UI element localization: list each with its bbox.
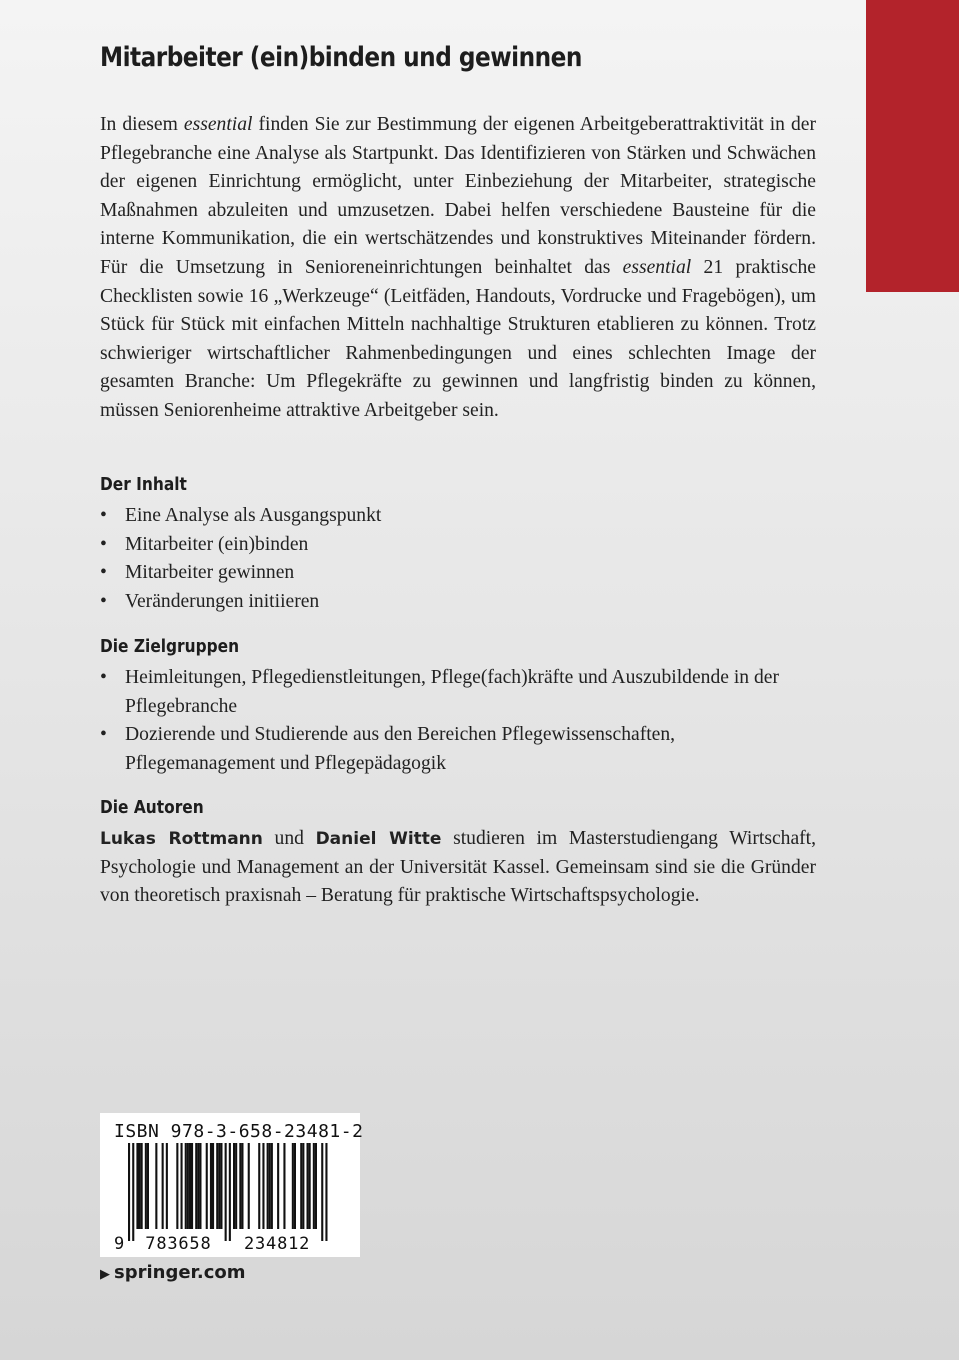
barcode-bar [220,1143,222,1229]
barcode-bar [176,1143,178,1229]
barcode-bar [269,1143,271,1229]
barcode-bar [139,1143,141,1229]
list-item: • Mitarbeiter (ein)binden [100,531,816,560]
barcode-bar [187,1143,189,1229]
barcode-bar [195,1143,197,1229]
intro-paragraph [100,111,816,426]
content-list [100,502,816,616]
barcode-bar [233,1143,235,1229]
barcode-bar [132,1143,134,1241]
intro-emphasis-2: essential [622,256,692,278]
isbn-barcode [100,1113,364,1257]
barcode-bar [300,1143,302,1229]
isbn-number: ISBN 978-3-658-23481-2 [114,1121,364,1142]
barcode-bar [229,1143,231,1241]
barcode-bar [262,1143,264,1229]
barcode-bar [225,1143,227,1241]
barcode-bar [258,1143,260,1229]
bullet-icon: • [100,562,107,584]
bullet-icon: • [100,533,107,555]
barcode-bar [191,1143,193,1229]
barcode-digit-first: 9 [114,1234,126,1254]
publisher-link[interactable] [100,1262,246,1283]
barcode-bar [235,1143,237,1229]
barcode-bar [239,1143,241,1229]
barcode-bar [307,1143,309,1229]
publisher-website: springer.com [114,1262,246,1283]
barcode-bar [313,1143,315,1229]
content-heading: Der Inhalt [100,475,187,495]
barcode-bar [309,1143,311,1229]
audience-heading: Die Zielgruppen [100,637,240,657]
barcode-bar [218,1143,220,1229]
intro-text-3: 21 praktische Checklisten sowie 16 „Werkzeuge“ (Leitfäden, Handouts, Vordrucke und Fragebögen), um Stück für Stück mit einfachen Mitteln nachhaltige Strukturen etablieren zu können. Trotz schwieriger wirtschaftlicher Rahmenbedingungen und eines schlechten Image der gesamten Branche: Um Pflegekräfte zu gewinnen und langfristig binden zu können, müssen Seniorenheime attraktive Arbeitgeber sein. [100,256,816,421]
list-item: • Mitarbeiter gewinnen [100,559,816,588]
intro-text-1: In diesem [100,114,184,135]
barcode-digits-left: 783658 [145,1234,212,1254]
barcode-bar [210,1143,212,1229]
author-name: Lukas Rottmann [100,829,263,849]
barcode-bar [325,1143,327,1241]
barcode-bar [271,1143,273,1229]
barcode-bar [166,1143,168,1229]
barcode-bar [321,1143,323,1241]
bullet-icon: • [100,590,107,612]
barcode-bar [136,1143,138,1229]
barcode-bar [206,1143,208,1229]
barcode-bar [197,1143,199,1229]
barcode-bar [212,1143,214,1229]
barcode-bar [147,1143,149,1229]
barcode-bar [294,1143,296,1229]
barcode-bar [145,1143,147,1229]
list-item: • Veränderungen initiieren [100,588,816,617]
barcode-bar [181,1143,183,1229]
authors-paragraph: Lukas Rottmann und Daniel Witte studieren im Masterstudiengang Wirtschaft, Psychologie und Management an der Universität Kassel. Gemeinsam sind sie die Gründer von theoretisch praxisnah – Beratung für praktische Wirtschaftspsychologie. [100,828,817,907]
barcode-bar [141,1143,143,1229]
book-title: Mitarbeiter (ein)binden und gewinnen [100,42,582,73]
barcode-bar [283,1143,285,1229]
barcode-digits-right: 234812 [243,1234,311,1254]
barcode-bar [189,1143,191,1229]
barcode-bar [277,1143,279,1229]
bullet-icon: • [100,505,107,526]
intro-text-2: finden Sie zur Bestimmung der eigenen Arbeitgeberattraktivität in der Pflegebranche eine Analyse als Startpunkt. Das Identifizieren von Stärken und Schwächen der eigenen Einrichtung ermöglicht, unter Einbeziehung der Mitarbeiter, strategische Maßnahmen abzuleiten und umzusetzen. Dabei helfen verschiedene Bausteine für die interne Kommunikation, die ein wertschätzendes und konstruktives Miteinander fördern. Für die Umsetzung in Senioreneinrichtungen beinhaltet das [100,114,816,278]
barcode-bar [216,1143,218,1229]
red-accent-tab [866,0,959,292]
authors-bio: studieren im Masterstudiengang Wirtschaft, Psychologie und Management an der Universität Kassel. Gemeinsam sind sie die Gründer von theoretisch praxisnah – Beratung für praktische Wirtschaftspsychologie. [100,828,817,907]
intro-emphasis-1: essential [183,114,253,135]
barcode-bar [302,1143,304,1229]
list-item: • Heimleitungen, Pflegedienstleitungen, Pflege(fach)kräfte und Auszubildende in der Pflegebranche [100,664,816,721]
barcode-bar [199,1143,201,1229]
barcode-bar [292,1143,294,1229]
barcode-icon [100,1113,360,1257]
barcode-bar [267,1143,269,1229]
barcode-bar [248,1143,250,1229]
bullet-icon: • [100,667,107,688]
bullet-icon: • [100,724,107,746]
list-item: • Eine Analyse als Ausgangspunkt [100,502,816,531]
list-item: • Dozierende und Studierende aus den Bereichen Pflegewissenschaften, Pflegemanagement und Pflegepädagogik [100,721,816,778]
authors-heading: Die Autoren [100,798,204,818]
arrow-right-icon: ▶ [100,1267,110,1282]
audience-list [100,664,816,778]
barcode-bar [162,1143,164,1229]
barcode-bar [241,1143,243,1229]
barcode-bar [185,1143,187,1229]
barcode-bar [315,1143,317,1229]
barcode-bar [128,1143,130,1241]
barcode-bar [155,1143,157,1229]
author-name: Daniel Witte [315,829,442,849]
